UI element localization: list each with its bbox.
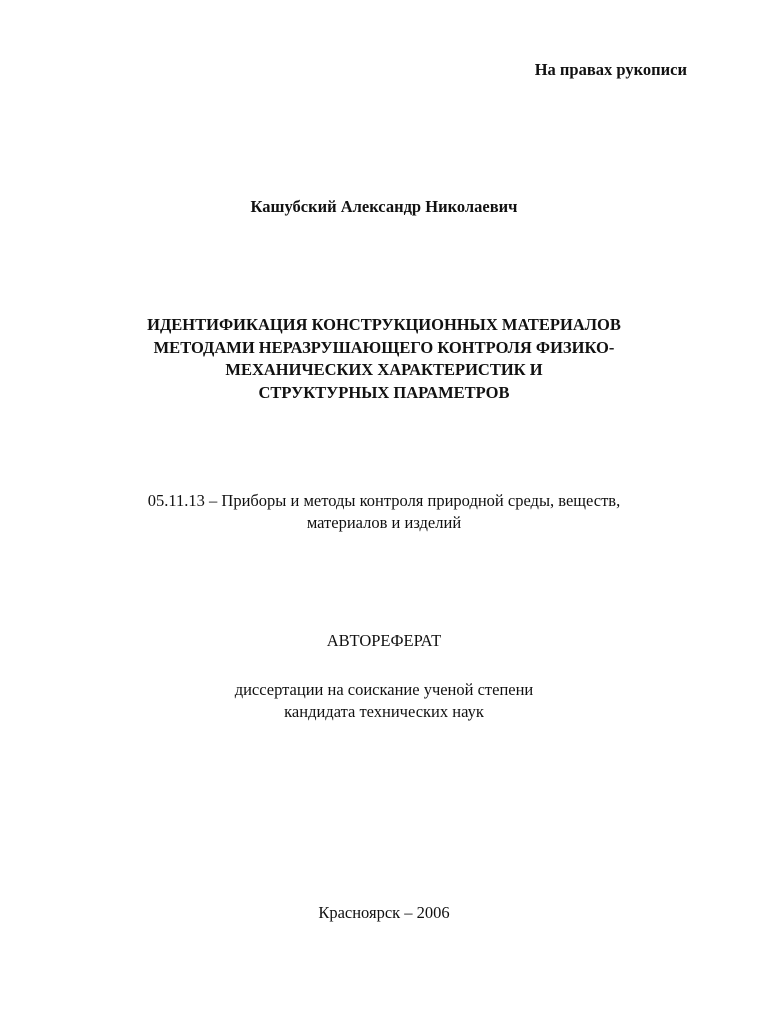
city-year: Красноярск – 2006: [318, 903, 450, 922]
title-line-1: ИДЕНТИФИКАЦИЯ КОНСТРУКЦИОННЫХ МАТЕРИАЛОВ: [147, 315, 621, 334]
title-line-2: МЕТОДАМИ НЕРАЗРУШАЮЩЕГО КОНТРОЛЯ ФИЗИКО-: [153, 337, 615, 357]
degree-line-2: кандидата технических наук: [284, 701, 484, 721]
specialty-code: [0, 490, 768, 533]
title-line-4: СТРУКТУРНЫХ ПАРАМЕТРОВ: [258, 382, 510, 402]
specialty-line-1: 05.11.13 – Приборы и методы контроля природной среды, веществ,: [147, 491, 621, 510]
title-line-3: МЕХАНИЧЕСКИХ ХАРАКТЕРИСТИК И: [225, 360, 543, 379]
abstract-label: АВТОРЕФЕРАТ: [326, 631, 442, 650]
specialty-line-2: материалов и изделий: [306, 512, 462, 532]
degree-line-1: диссертации на соискание ученой степени: [234, 680, 534, 699]
rights-note: На правах рукописи: [534, 60, 687, 79]
dissertation-title: [0, 314, 768, 404]
author-name: Кашубский Александр Николаевич: [250, 197, 518, 216]
degree-statement: [0, 679, 768, 722]
